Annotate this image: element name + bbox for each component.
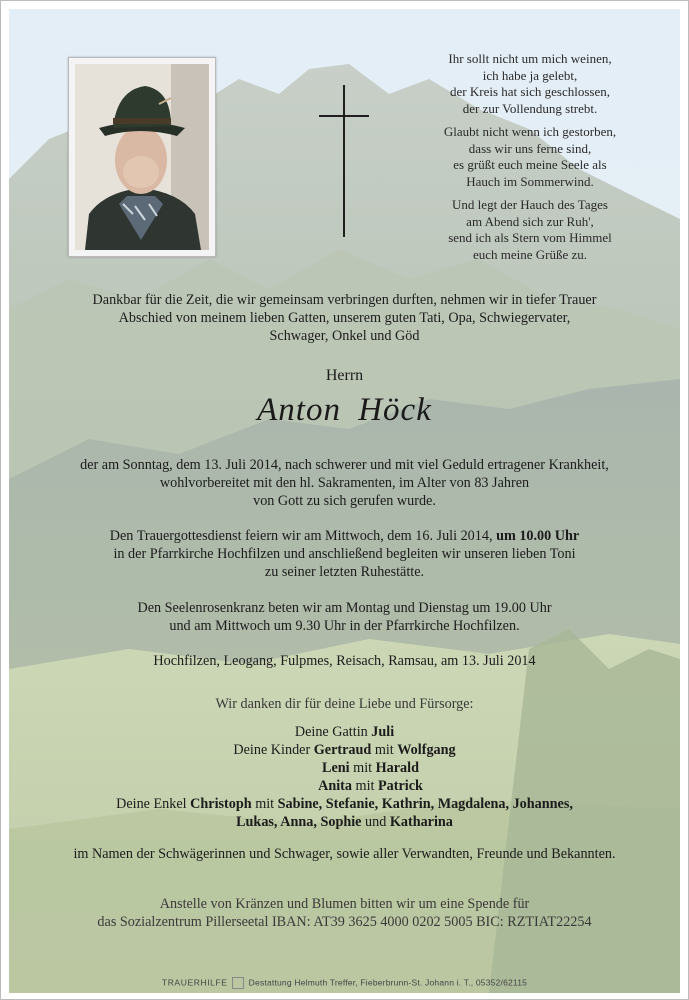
intro-text <box>9 291 680 345</box>
family-list <box>9 723 680 831</box>
poem-line: Glaubt nicht wenn ich gestorben, <box>443 124 617 139</box>
rosary-line: Den Seelenrosenkranz beten wir am Montag und Dienstag um 19.00 Uhr <box>137 600 552 616</box>
portrait-photo <box>68 57 216 257</box>
funeral-line: zu seiner letzten Ruhestätte. <box>264 564 425 580</box>
poem-stanza <box>401 197 659 263</box>
family-wife <box>9 723 680 741</box>
poem-stanza <box>401 51 659 117</box>
family-connector: mit <box>371 742 398 758</box>
death-line: der am Sonntag, dem 13. Juli 2014, nach schwerer und mit viel Geduld ertragener Krankheit, <box>80 457 609 473</box>
poem-line: dass wir uns ferne sind, <box>468 140 592 156</box>
family-name: Patrick <box>378 778 423 794</box>
family-name: Gertraud <box>313 742 372 758</box>
cross-icon <box>319 85 369 237</box>
footer-text: Destattung Helmuth Treffer, Fieberbrunn-St. Johann i. T., 05352/62115 <box>248 977 528 988</box>
family-name: Leni <box>322 760 350 776</box>
poem-line: Und legt der Hauch des Tages <box>452 197 608 212</box>
family-connector: mit <box>349 760 376 776</box>
family-name: Wolfgang <box>397 742 456 758</box>
poem-line: euch meine Grüße zu. <box>472 246 588 262</box>
poem-line: der zur Vollendung strebt. <box>462 100 598 116</box>
family-connector: mit <box>251 796 278 812</box>
undertaker-logo-icon <box>232 977 244 989</box>
funeral-time: um 10.00 Uhr <box>496 528 580 544</box>
donation-line: Anstelle von Kränzen und Blumen bitten wir um eine Spende für <box>159 896 530 912</box>
poem-stanza <box>401 124 659 190</box>
intro-line: Abschied von meinem lieben Gatten, unserem guten Tati, Opa, Schwiegervater, <box>118 310 571 326</box>
salutation: Herrn <box>325 367 364 384</box>
relatives-line: im Namen der Schwägerinnen und Schwager, sowie aller Verwandten, Freunde und Bekannten. <box>73 846 616 862</box>
intro-line: Schwager, Onkel und Göd <box>269 328 420 344</box>
place-date: Hochfilzen, Leogang, Fulpmes, Reisach, Ramsau, am 13. Juli 2014 <box>153 653 536 669</box>
intro-line: Dankbar für die Zeit, die wir gemeinsam verbringen durften, nehmen wir in tiefer Trauer <box>92 292 597 308</box>
funeral-notice <box>9 527 680 581</box>
family-grandchildren <box>9 813 680 831</box>
obituary-content <box>9 9 680 993</box>
donation-request <box>9 895 680 931</box>
family-connector: und <box>361 814 390 830</box>
funeral-line: in der Pfarrkirche Hochfilzen und anschließend begleiten wir unseren lieben Toni <box>113 546 576 562</box>
undertaker-footer <box>9 977 680 989</box>
family-children <box>9 741 680 759</box>
footer-brand: TRAUERHILFE <box>161 977 228 988</box>
death-line: von Gott zu sich gerufen wurde. <box>253 493 436 509</box>
donation-line: das Sozialzentrum Pillerseetal IBAN: AT39 3625 4000 0202 5005 BIC: RZTIAT22254 <box>97 914 592 930</box>
family-name: Juli <box>371 724 395 740</box>
poem-line: der Kreis hat sich geschlossen, <box>450 84 610 99</box>
family-label: Deine Enkel <box>116 796 191 812</box>
family-connector: mit <box>351 778 378 794</box>
rosary-line: und am Mittwoch um 9.30 Uhr in der Pfarrkirche Hochfilzen. <box>169 618 520 634</box>
family-name: Harald <box>375 760 419 776</box>
death-notice <box>9 456 680 510</box>
deceased-name: Anton Höck <box>257 392 432 428</box>
family-name: Katharina <box>389 814 453 830</box>
family-children <box>9 759 680 777</box>
family-name: Lukas, Anna, Sophie <box>236 814 362 830</box>
family-children <box>9 777 680 795</box>
poem-line: ich habe ja gelebt, <box>482 67 578 83</box>
family-label: Deine Kinder <box>233 742 314 758</box>
death-line: wohlvorbereitet mit den hl. Sakramenten, im Alter von 83 Jahren <box>159 475 530 491</box>
family-label: Deine Gattin <box>294 724 372 740</box>
rosary-notice <box>9 599 680 635</box>
poem-line: am Abend sich zur Ruh', <box>466 213 594 229</box>
poem-line: Hauch im Sommerwind. <box>466 173 594 189</box>
funeral-line <box>9 527 680 545</box>
family-grandchildren <box>9 795 680 813</box>
family-name: Anita <box>318 778 352 794</box>
poem-line: send ich als Stern vom Himmel <box>448 230 612 245</box>
poem-line: Ihr sollt nicht um mich weinen, <box>448 51 612 66</box>
family-name: Christoph <box>190 796 252 812</box>
funeral-line-text: Den Trauergottesdienst feiern wir am Mittwoch, dem 16. Juli 2014, <box>109 528 497 544</box>
poem-line: es grüßt euch meine Seele als <box>453 157 607 172</box>
family-name: Sabine, Stefanie, Kathrin, Magdalena, Johannes, <box>277 796 573 812</box>
thanks-line: Wir danken dir für deine Liebe und Fürsorge: <box>215 696 474 712</box>
memorial-poem <box>401 51 659 270</box>
